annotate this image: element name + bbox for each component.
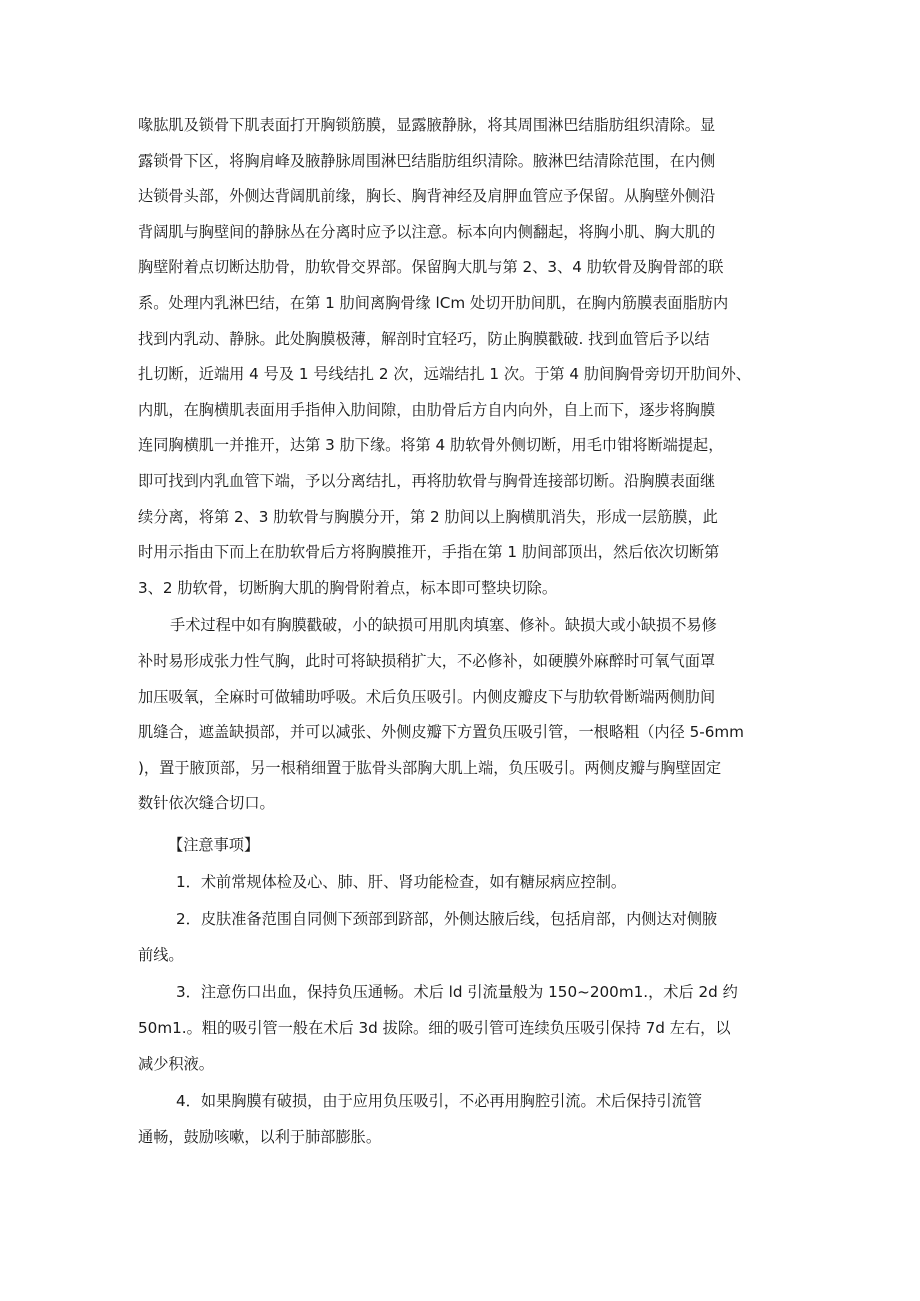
body-paragraph-1 [138,108,788,606]
text-line: 系。处理内乳淋巴结，在第 1 肋间离胸骨缘 lCm 处切开肋间肌，在胸内筋膜表面脂肪内 [138,293,729,312]
text-line: )，置于腋顶部，另一根稍细置于肱骨头部胸大肌上端，负压吸引。两侧皮瓣与胸壁固定 [138,758,722,777]
text-line: 露锁骨下区，将胸肩峰及腋静脉周围淋巴结脂肪组织清除。腋淋巴结清除范围，在内侧 [138,151,716,170]
document-page [138,108,788,1155]
note-item-3 [138,974,788,1082]
text-line: 背阔肌与胸壁间的静脉丛在分离时应予以注意。标本向内侧翻起，将胸小肌、胸大肌的 [138,222,716,241]
note-item-4 [138,1083,788,1155]
note-item-2 [138,901,788,973]
text-line: 喙肱肌及锁骨下肌表面打开胸锁筋膜，显露腋静脉，将其周围淋巴结脂肪组织清除。显 [138,116,716,134]
text-line: 即可找到内乳血管下端，予以分离结扎，再将肋软骨与胸骨连接部切断。沿胸膜表面继 [138,471,716,490]
text-line: 加压吸氧，全麻时可做辅助呼吸。术后负压吸引。内侧皮瓣皮下与肋软骨断端两侧肋间 [138,687,716,706]
text-line: 3、2 肋软骨，切断胸大肌的胸骨附着点，标本即可整块切除。 [138,578,558,597]
text-line: 扎切断，近端用 4 号及 1 号线结扎 2 次，远端结扎 1 次。于第 4 肋间胸骨旁切开肋间外、 [138,365,751,384]
note-line: 前线。 [138,945,184,964]
text-line: 肌缝合，遮盖缺损部，并可以减张、外侧皮瓣下方置负压吸引管，一根略粗（内径 5-6mm [138,723,744,742]
text-line: 时用示指由下而上在肋软骨后方将胸膜推开，手指在第 1 肋间部顶出，然后依次切断第 [138,543,720,562]
text-line: 内肌，在胸横肌表面用手指伸入肋间隙，由肋骨后方自内向外，自上而下，逐步将胸膜 [138,400,716,419]
note-line: 通畅，鼓励咳嗽，以利于肺部膨胀。 [138,1127,381,1146]
note-line: 减少积液。 [138,1054,214,1073]
text-line: 数针依次缝合切口。 [138,794,275,813]
note-line: 3．注意伤口出血，保持负压通畅。术后 ld 引流量般为 150~200m1.，术后 2d 约 [176,982,738,1001]
note-item-1 [138,864,788,900]
note-line: 50m1.。粗的吸引管一般在术后 3d 拔除。细的吸引管可连续负压吸引保持 7d 左右，以 [138,1018,731,1037]
note-line: 1．术前常规体检及心、肺、肝、肾功能检查，如有糖尿病应控制。 [176,872,627,891]
text-line: 补时易形成张力性气胸，此时可将缺损稍扩大，不必修补，如硬膜外麻醉时可氧气面罩 [138,651,716,670]
notes-heading: 【注意事项】 [168,835,260,854]
note-line: 2．皮肤准备范围自同侧下颈部到跻部，外侧达腋后线，包括肩部，内侧达对侧腋 [176,909,718,928]
text-line: 达锁骨头部，外侧达背阔肌前缘，胸长、胸背神经及肩胛血管应予保留。从胸壁外侧沿 [138,187,716,206]
text-line: 胸壁附着点切断达肋骨，肋软骨交界部。保留胸大肌与第 2、3、4 肋软骨及胸骨部的联 [138,258,724,277]
text-line: 连同胸横肌一并推开，达第 3 肋下缘。将第 4 肋软骨外侧切断，用毛巾钳将断端提起， [138,436,724,455]
text-line: 手术过程中如有胸膜戳破，小的缺损可用肌肉填塞、修补。缺损大或小缺损不易修 [170,616,717,635]
body-paragraph-2 [138,608,788,822]
text-line: 续分离，将第 2、3 肋软骨与胸膜分开，第 2 肋间以上胸横肌消失，形成一层筋膜，此 [138,507,718,526]
note-line: 4．如果胸膜有破损，由于应用负压吸引，不必再用胸腔引流。术后保持引流管 [176,1091,703,1110]
text-line: 找到内乳动、静脉。此处胸膜极薄，解剖时宜轻巧，防止胸膜戳破. 找到血管后予以结 [138,329,710,348]
